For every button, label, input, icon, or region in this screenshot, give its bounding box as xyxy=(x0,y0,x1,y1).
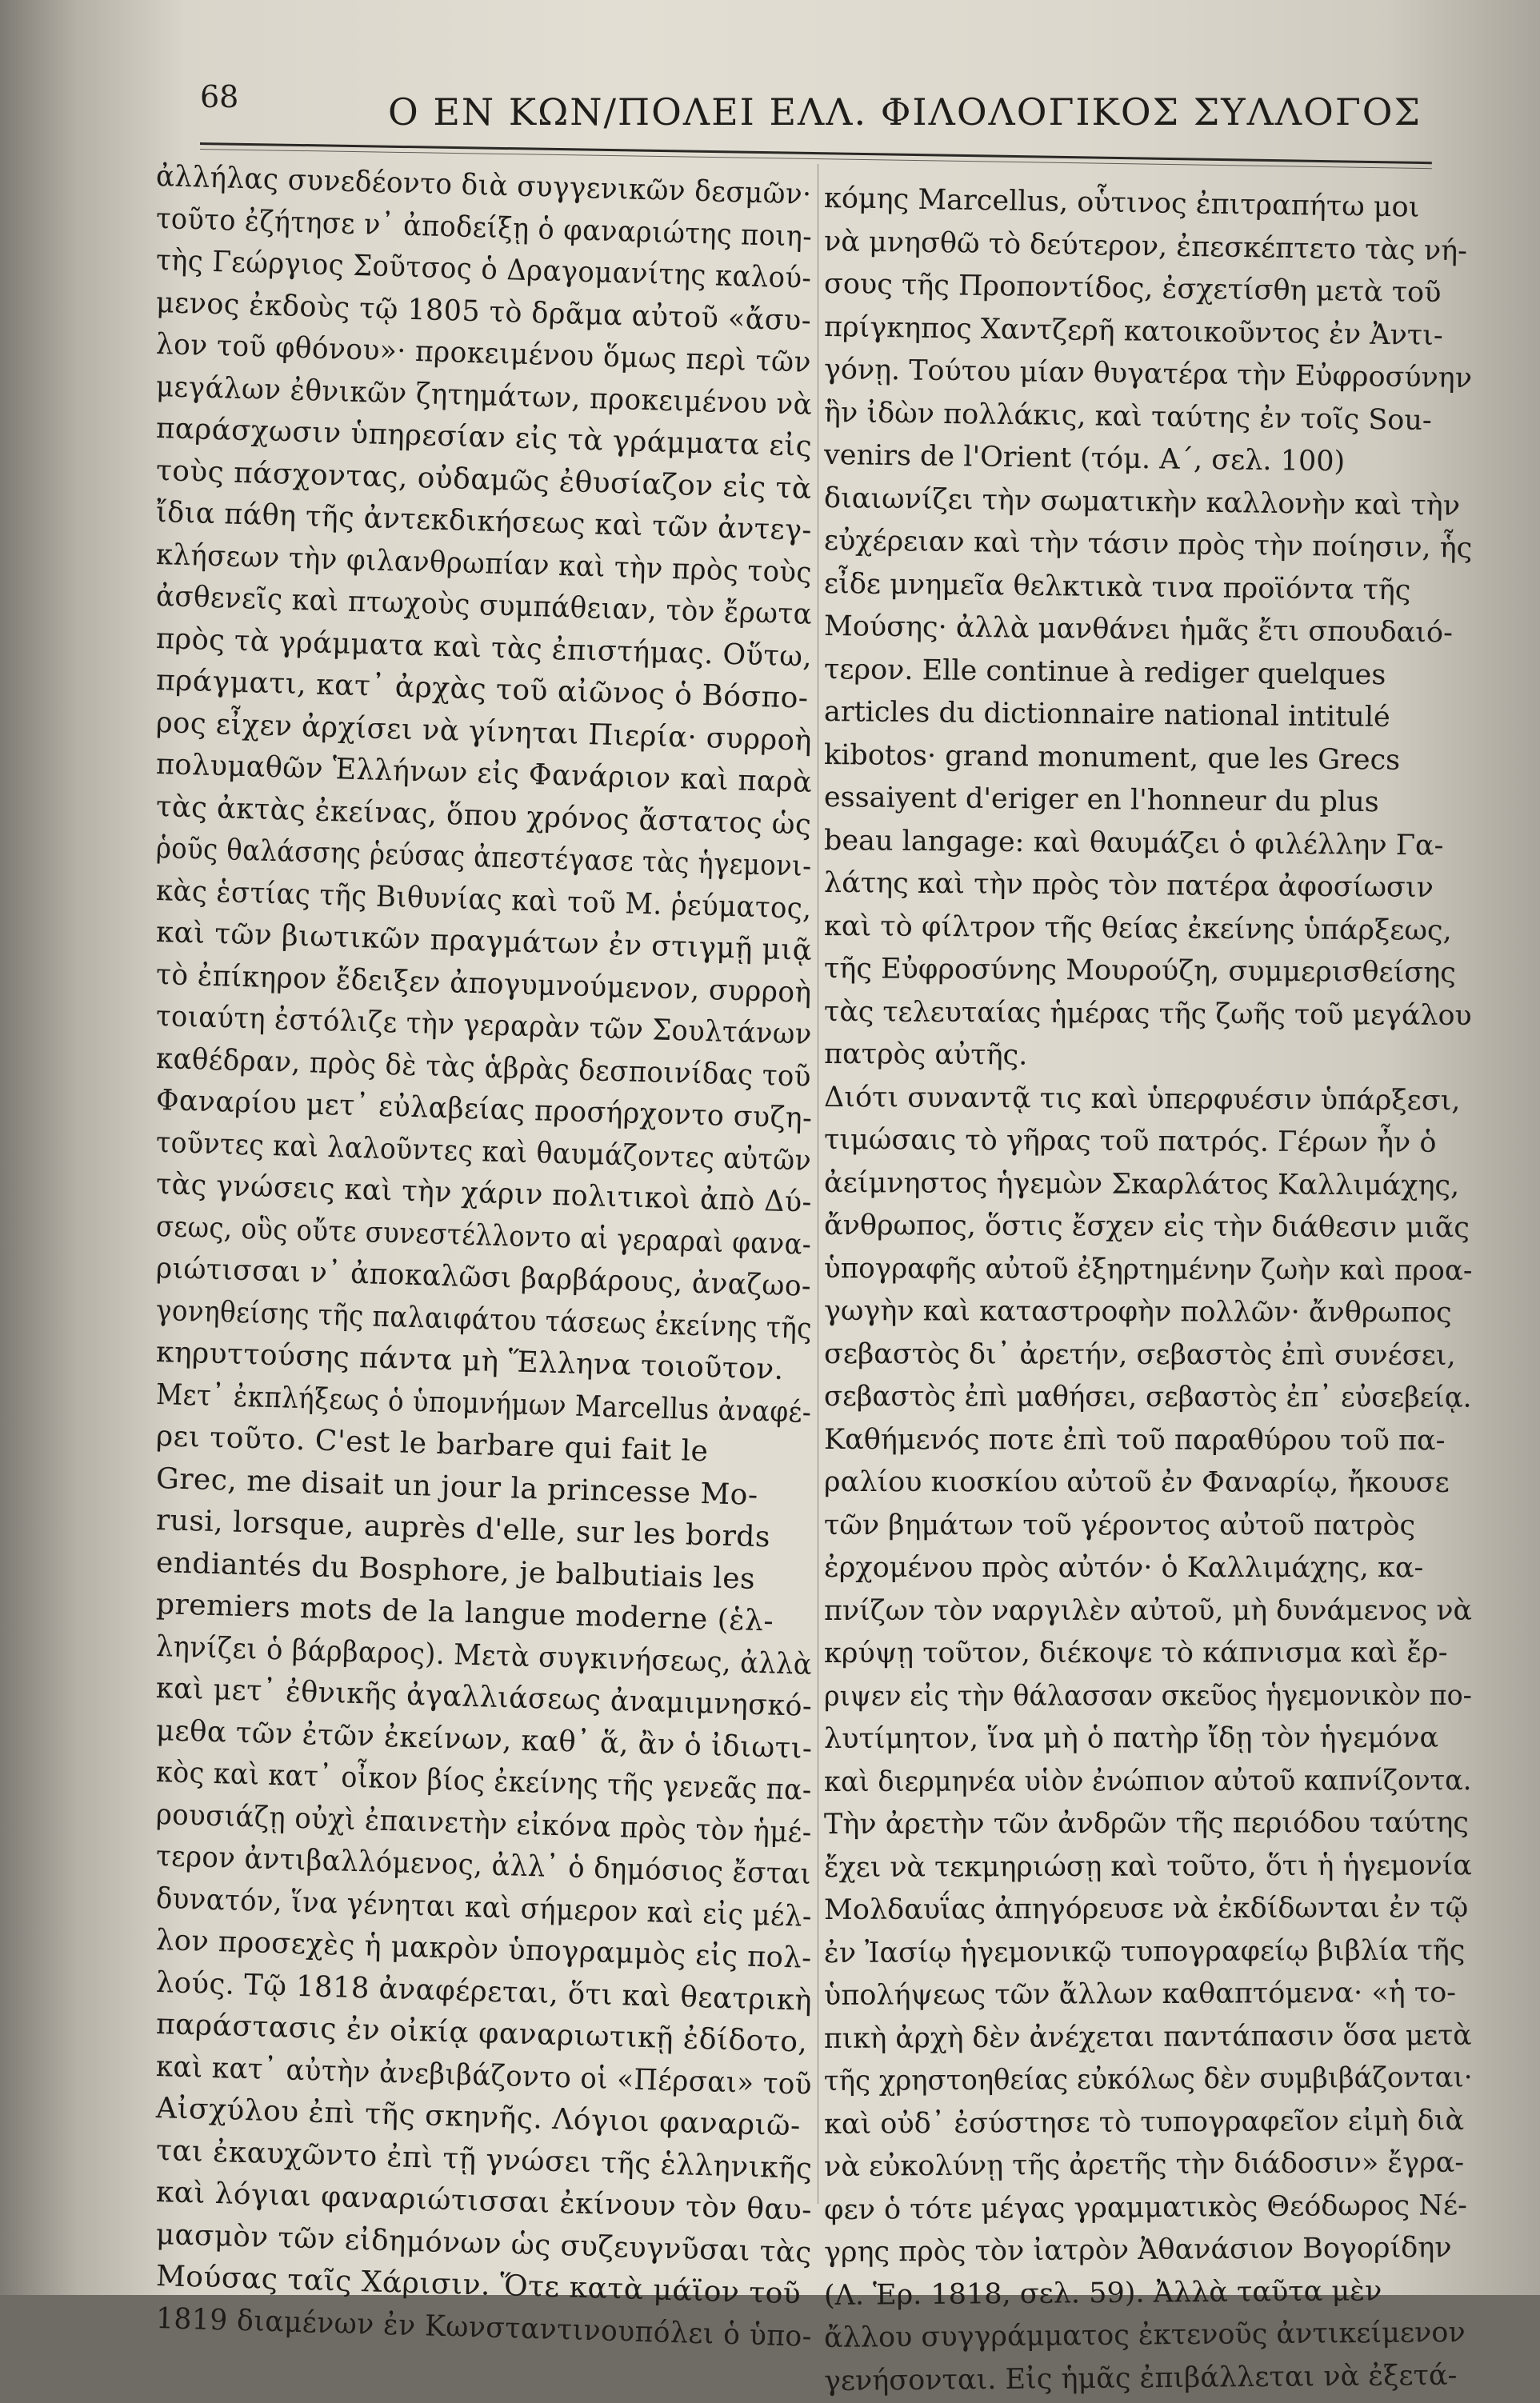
right-column-line: essaiyent d'eriger en l'honneur du plus xyxy=(823,782,1379,819)
right-column-line: λυτίμητον, ἵνα μὴ ὁ πατὴρ ἴδῃ τὸν ἡγεμόνα xyxy=(823,1721,1439,1755)
right-column-line: λάτης καὶ τὴν πρὸς τὸν πατέρα ἀφοσίωσιν xyxy=(823,867,1434,905)
right-column-line: ἐν Ἰασίῳ ἡγεμονικῷ τυπογραφείῳ βιβλία τῆς xyxy=(823,1934,1466,1969)
right-column-line: ὑπογραφῆς αὐτοῦ ἐξηρτημένην ζωὴν καὶ προα- xyxy=(823,1252,1473,1287)
right-column-line: ἣν ἰδὼν πολλάκις, καὶ ταύτης ἐν τοῖς Sou- xyxy=(823,396,1433,437)
left-column-line: παράστασις ἐν οἰκίᾳ φαναριωτικῇ ἐδίδοτο, xyxy=(155,2008,809,2059)
right-column-line: πνίζων τὸν ναργιλὲν αὐτοῦ, μὴ δυνάμενος νὰ xyxy=(823,1594,1473,1627)
right-column-line: Μολδαυΐας ἀπηγόρευσε νὰ ἐκδίδωνται ἐν τῷ xyxy=(823,1891,1469,1926)
left-column-line: τοὺς πάσχοντας, οὐδαμῶς ἐθυσίαζον εἰς τὰ xyxy=(155,454,813,506)
right-column-line: κόμης Marcellus, οὗτινος ἐπιτραπήτω μοι xyxy=(823,182,1420,224)
left-column-line: ριώτισσαι ν᾽ ἀποκαλῶσι βαρβάρους, ἀναζωο- xyxy=(155,1252,812,1303)
left-column-line: ρουσιάζῃ οὐχὶ ἐπαινετὴν εἰκόνα πρὸς τὸν ἡμέ- xyxy=(155,1797,813,1849)
left-column-line: ἀσθενεῖς καὶ πτωχοὺς συμπάθειαν, τὸν ἔρωτα xyxy=(155,580,813,631)
left-column-line: γονηθείσης τῆς παλαιφάτου τάσεως ἐκείνης τῆς xyxy=(155,1293,813,1345)
right-column-line: Μούσης· ἀλλὰ μανθάνει ἡμᾶς ἔτι σπουδαιό- xyxy=(823,610,1454,650)
left-column-line: 1819 διαμένων ἐν Κωνσταντινουπόλει ὁ ὑπο- xyxy=(155,2301,813,2353)
right-column-line: ἄλλου συγγράμματος ἐκτενοῦς ἀντικείμενον xyxy=(823,2317,1466,2354)
right-column-line: τερον. Elle continue à rediger quelques xyxy=(823,653,1386,691)
right-column-line: πατρὸς αὐτῆς. xyxy=(823,1038,1028,1072)
left-column-line: Φαναρίου μετ᾽ εὐλαβείας προσήρχοντο συζη- xyxy=(155,1084,813,1135)
right-column-line: γενήσονται. Εἰς ἡμᾶς ἐπιβάλλεται νὰ ἐξετά- xyxy=(823,2359,1458,2397)
left-column-line: καὶ λόγιαι φαναριώτισσαι ἐκίνουν τὸν θαυ- xyxy=(155,2176,813,2227)
right-column-line: νὰ μνησθῶ τὸ δεύτερον, ἐπεσκέπτετο τὰς νή- xyxy=(823,225,1468,267)
left-column-line: παράσχωσιν ὑπηρεσίαν εἰς τὰ γράμματα εἰς xyxy=(155,412,813,463)
right-column-line: τιμώσαις τὸ γῆρας τοῦ πατρός. Γέρων ἦν ὁ xyxy=(823,1124,1437,1159)
right-column-line: πικὴ ἀρχὴ δὲν ἀνέχεται παντάπασιν ὅσα μετὰ xyxy=(823,2019,1472,2055)
left-column-line: τὰς γνώσεις καὶ τὴν χάριν πολιτικοὶ ἀπὸ Δύ- xyxy=(155,1168,813,1219)
right-column-line: φεν ὁ τότε μέγας γραμματικὸς Θεόδωρος Νέ- xyxy=(823,2189,1468,2226)
right-column-line: Καθήμενός ποτε ἐπὶ τοῦ παραθύρου τοῦ πα- xyxy=(823,1423,1446,1457)
right-column-line: τῆς Εὐφροσύνης Μουρούζη, συμμερισθείσης xyxy=(823,953,1456,990)
right-column-line: διαιωνίζει τὴν σωματικὴν καλλονὴν καὶ τὴν xyxy=(823,482,1461,522)
right-column-line: ἄνθρωπος, ὅστις ἔσχεν εἰς τὴν διάθεσιν μιᾶς xyxy=(823,1209,1470,1245)
left-column-line: πολυμαθῶν Ἑλλήνων εἰς Φανάριον καὶ παρὰ xyxy=(155,748,813,799)
left-column-line: κὸς καὶ κατ᾽ οἶκον βίος ἐκείνης τῆς γενεᾶς πα- xyxy=(155,1756,813,1807)
left-column-line: τερον ἀντιβαλλόμενος, ἀλλ᾽ ὁ δημόσιος ἔσται xyxy=(155,1840,812,1891)
left-column xyxy=(155,156,813,2353)
left-column-line: τὰς ἀκτὰς ἐκείνας, ὅπου χρόνος ἄστατος ὡς xyxy=(155,790,812,842)
right-column-line: κρύψῃ τοῦτον, διέκοψε τὸ κάπνισμα καὶ ἔρ- xyxy=(823,1637,1448,1669)
left-column-line: πρὸς τὰ γράμματα καὶ τὰς ἐπιστήμας. Οὕτω, xyxy=(155,622,813,674)
right-column-line: ἔχει νὰ τεκμηριώσῃ καὶ τοῦτο, ὅτι ἡ ἡγεμονία xyxy=(823,1849,1472,1884)
left-column-line: καὶ μετ᾽ ἐθνικῆς ἀγαλλιάσεως ἀναμιμνησκό- xyxy=(155,1672,813,1723)
right-column-line: ἀείμνηστος ἡγεμὼν Σκαρλάτος Καλλιμάχης, xyxy=(823,1166,1460,1202)
left-column-line: καθέδραν, πρὸς δὲ τὰς ἁβρὰς δεσποινίδας τοῦ xyxy=(155,1042,812,1094)
left-column-line: Μετ᾽ ἐκπλήξεως ὁ ὑπομνήμων Marcellus ἀναφέ- xyxy=(155,1377,812,1429)
left-column-line: μεθα τῶν ἐτῶν ἐκείνων, καθ᾽ ἅ, ἂν ὁ ἰδιωτι- xyxy=(155,1713,813,1765)
left-column-line: premiers mots de la langue moderne (ἑλ- xyxy=(155,1588,774,1638)
right-column-line: γωγὴν καὶ καταστροφὴν πολλῶν· ἄνθρωπος xyxy=(823,1295,1452,1329)
left-column-line: ρει τοῦτο. C'est le barbare qui fait le xyxy=(155,1420,709,1469)
right-column-line: σους τῆς Προποντίδος, ἐσχετίσθη μετὰ τοῦ xyxy=(823,268,1442,310)
right-column-line: καὶ τὸ φίλτρον τῆς θείας ἐκείνης ὑπάρξεως, xyxy=(823,910,1452,947)
left-column-line: rusi, lorsque, auprès d'elle, sur les bords xyxy=(155,1504,771,1554)
left-column-line: Grec, me disait un jour la princesse Mo- xyxy=(155,1461,759,1512)
left-column-line: Μούσας ταῖς Χάρισιν. Ὅτε κατὰ μάϊον τοῦ xyxy=(155,2260,802,2311)
right-column-line: (Λ. Ἑρ. 1818, σελ. 59). Ἀλλὰ ταῦτα μὲν xyxy=(823,2274,1382,2312)
left-column-line: λον τοῦ φθόνου»· προκειμένου ὅμως περὶ τῶν xyxy=(155,328,812,379)
page-number: 68 xyxy=(200,79,239,114)
left-column-line: ῥοῦς θαλάσσης ῥεύσας ἀπεστέγασε τὰς ἡγεμονι- xyxy=(155,832,813,883)
left-column-line: σεως, οὓς οὔτε συνεστέλλοντο αἱ γεραραὶ φανα- xyxy=(155,1209,812,1261)
left-column-line: τοῦτο ἐζήτησε ν᾽ ἀποδείξῃ ὁ φαναριώτης ποιη- xyxy=(155,202,813,254)
left-column-line: κὰς ἑστίας τῆς Βιθυνίας καὶ τοῦ Μ. ῥεύματος, xyxy=(155,874,813,926)
left-column-line: πράγματι, κατ᾽ ἀρχὰς τοῦ αἰῶνος ὁ Βόσπο- xyxy=(155,664,810,715)
right-column-line: venirs de l'Orient (τόμ. Α΄, σελ. 100) xyxy=(823,439,1346,478)
left-column-line: μασμὸν τῶν εἰδημόνων ὡς συζευγνῦσαι τὰς xyxy=(155,2217,813,2269)
left-column-line: τὸ ἐπίκηρον ἔδειξεν ἀπογυμνούμενον, συρροὴ xyxy=(155,958,813,1010)
right-column-line: beau langage: καὶ θαυμάζει ὁ φιλέλλην Γα- xyxy=(823,824,1444,862)
left-column-line: δυνατόν, ἵνα γένηται καὶ σήμερον καὶ εἰς μέλ- xyxy=(155,1881,813,1933)
right-column-line: ὑπολήψεως τῶν ἄλλων καθαπτόμενα· «ἡ το- xyxy=(823,1977,1457,2012)
right-column-line: τὰς τελευταίας ἡμέρας τῆς ζωῆς τοῦ μεγάλου xyxy=(823,995,1472,1032)
right-column-line: γόνῃ. Τούτου μίαν θυγατέρα τὴν Εὐφροσύνην xyxy=(823,354,1473,395)
left-column-line: ληνίζει ὁ βάρβαρος). Μετὰ συγκινήσεως, ἀλλὰ xyxy=(155,1629,813,1681)
right-column-line: ραλίου κιοσκίου αὐτοῦ ἐν Φαναρίῳ, ἤκουσε xyxy=(823,1466,1450,1499)
left-column-line: καὶ τῶν βιωτικῶν πραγμάτων ἐν στιγμῇ μιᾷ xyxy=(155,916,813,967)
right-column-line: εἶδε μνημεῖα θελκτικὰ τινα προϊόντα τῆς xyxy=(823,567,1411,606)
right-column-line: εὐχέρειαν καὶ τὴν τάσιν πρὸς τὴν ποίησιν, ἧς xyxy=(823,525,1473,565)
left-column-line: κλήσεων τὴν φιλανθρωπίαν καὶ τὴν πρὸς τοὺς xyxy=(155,538,813,590)
right-column-line: σεβαστὸς δι᾽ ἀρετήν, σεβαστὸς ἐπὶ συνέσει, xyxy=(823,1337,1456,1372)
left-column-line: τὴς Γεώργιος Σοῦτσος ὁ Δραγομανίτης καλού- xyxy=(155,244,812,295)
right-column-line: νὰ εὐκολύνῃ τῆς ἀρετῆς τὴν διάδοσιν» ἔγρα- xyxy=(823,2146,1465,2183)
right-column-line: γρης πρὸς τὸν ἰατρὸν Ἀθανάσιον Βογορίδην xyxy=(823,2231,1452,2269)
right-column-line: τῶν βημάτων τοῦ γέροντος αὐτοῦ πατρὸς xyxy=(823,1509,1416,1541)
left-column-line: τοιαύτη ἐστόλιζε τὴν γεραρὰν τῶν Σουλτάνων xyxy=(155,1000,813,1051)
left-column-line: μενος ἐκδοὺς τῷ 1805 τὸ δρᾶμα αὐτοῦ «ἄσυ- xyxy=(155,286,812,338)
left-column-line: καὶ κατ᾽ αὐτὴν ἀνεβιβάζοντο οἱ «Πέρσαι» τοῦ xyxy=(155,2049,813,2101)
left-column-line: μεγάλων ἐθνικῶν ζητημάτων, προκειμένου νὰ xyxy=(155,370,813,422)
right-column-line: ἐρχομένου πρὸς αὐτόν· ὁ Καλλιμάχης, κα- xyxy=(823,1552,1424,1585)
left-column-line: ἀλλήλας συνεδέοντο διὰ συγγενικῶν δεσμῶν· xyxy=(155,160,812,211)
left-column-line: ρος εἶχεν ἀρχίσει νὰ γίνηται Πιερία· συρροὴ xyxy=(155,706,813,758)
left-column-line: κηρυττούσης πάντα μὴ Ἕλληνα τοιοῦτον. xyxy=(155,1336,785,1386)
left-column-line: τοῦντες καὶ λαλοῦντες καὶ θαυμάζοντες αὐτῶν xyxy=(155,1126,812,1178)
right-column xyxy=(824,178,1472,2403)
running-head: Ο ΕΝ ΚΩΝ/ΠΟΛΕΙ ΕΛΛ. ΦΙΛΟΛΟΓΙΚΟΣ ΣΥΛΛΟΓΟΣ xyxy=(388,90,1422,134)
left-column-line: ται ἐκαυχῶντο ἐπὶ τῇ γνώσει τῆς ἑλληνικῆς xyxy=(155,2133,813,2185)
right-column-line: kibotos· grand monument, que les Grecs xyxy=(823,738,1401,777)
left-column-line: λούς. Τῷ 1818 ἀναφέρεται, ὅτι καὶ θεατρικὴ xyxy=(155,1965,813,2017)
left-column-line: Αἰσχύλου ἐπὶ τῆς σκηνῆς. Λόγιοι φαναριῶ- xyxy=(155,2092,802,2143)
page-header xyxy=(200,76,1422,140)
left-column-line: ἴδια πάθη τῆς ἀντεκδικήσεως καὶ τῶν ἀντεγ- xyxy=(155,496,813,547)
right-column-line: Διότι συναντᾷ τις καὶ ὑπερφυέσιν ὑπάρξεσι, xyxy=(823,1081,1461,1117)
left-column-line: endiantés du Bosphore, je balbutiais les xyxy=(155,1545,756,1596)
left-column-line: λον προσεχὲς ἡ μακρὸν ὑπογραμμὸς εἰς πολ- xyxy=(155,1924,813,1975)
right-column-line: πρίγκηπος Χαντζερῆ κατοικοῦντος ἐν Ἀντι- xyxy=(823,310,1444,352)
right-column-line: Τὴν ἀρετὴν τῶν ἀνδρῶν τῆς περιόδου ταύτης xyxy=(823,1806,1469,1841)
right-column-line: καὶ οὐδ᾽ ἐσύστησε τὸ τυπογραφεῖον εἰμὴ διὰ xyxy=(823,2104,1465,2141)
right-column-line: articles du dictionnaire national intitulé xyxy=(823,696,1390,734)
right-column-line: τῆς χρηστοηθείας εὐκόλως δὲν συμβιβάζονται· xyxy=(823,2061,1473,2097)
right-column-line: καὶ διερμηνέα υἱὸν ἐνώπιον αὐτοῦ καπνίζοντα. xyxy=(823,1764,1472,1798)
right-column-line: ριψεν εἰς τὴν θάλασσαν σκεῦος ἡγεμονικὸν πο- xyxy=(823,1679,1472,1713)
right-column-line: σεβαστὸς ἐπὶ μαθήσει, σεβαστὸς ἐπ᾽ εὐσεβείᾳ. xyxy=(823,1381,1472,1414)
